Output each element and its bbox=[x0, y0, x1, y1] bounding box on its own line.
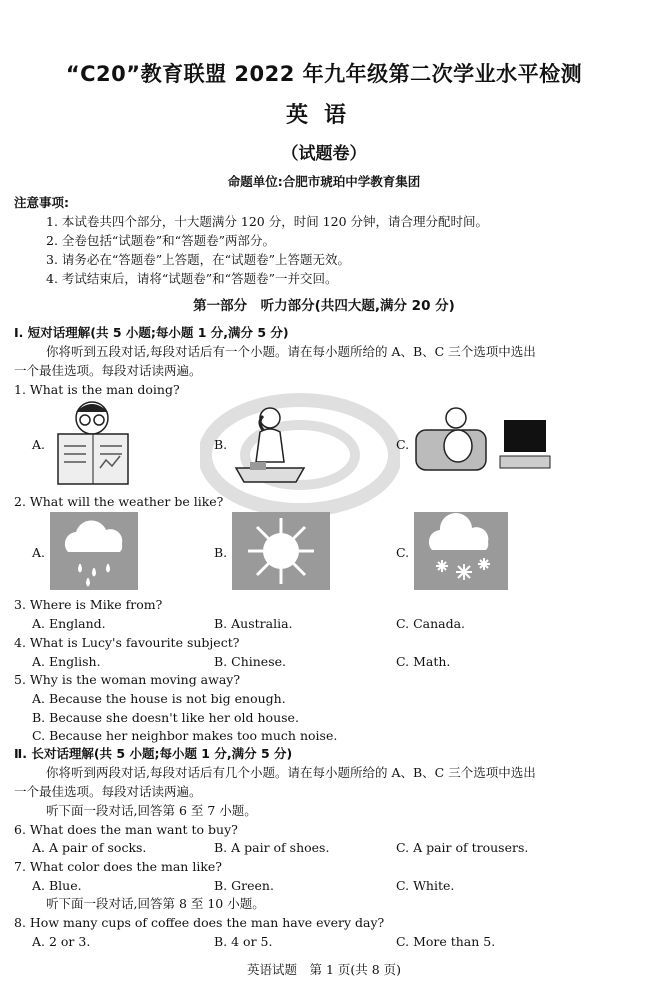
newspaper-reader-icon bbox=[50, 398, 135, 490]
rain-cloud-icon bbox=[50, 512, 138, 590]
question-2: 2. What will the weather be like? bbox=[14, 494, 224, 509]
phone-desk-icon bbox=[230, 402, 310, 486]
question-3: 3. Where is Mike from? bbox=[14, 597, 163, 612]
question-8: 8. How many cups of coffee does the man have every day? bbox=[14, 915, 385, 930]
option-label: C. bbox=[396, 437, 410, 452]
section2-instruction: 你将听到两段对话,每段对话后有几个小题。请在每小题所给的 A、B、C 三个选项中选出 bbox=[46, 765, 536, 780]
option-label: B. bbox=[214, 545, 228, 560]
option-a: A. English. bbox=[32, 654, 101, 669]
dialog-note: 听下面一段对话,回答第 8 至 10 小题。 bbox=[46, 896, 265, 911]
option-a: A. England. bbox=[32, 616, 106, 631]
option-c: C. Because her neighbor makes too much noise. bbox=[32, 728, 338, 743]
option-c: C. White. bbox=[396, 878, 455, 893]
option-a: A. Because the house is not big enough. bbox=[32, 691, 286, 706]
option-b: B. A pair of shoes. bbox=[214, 840, 330, 855]
option-a: A. 2 or 3. bbox=[32, 934, 91, 949]
notice-item: 4. 考试结束后，请将“试题卷”和“答题卷”一并交回。 bbox=[46, 271, 338, 286]
paper-kind: （试题卷） bbox=[281, 144, 367, 164]
option-label: B. bbox=[214, 437, 228, 452]
page-title: “C20”教育联盟 2022 年九年级第二次学业水平检测 bbox=[65, 62, 583, 86]
sofa-tv-icon bbox=[412, 400, 552, 476]
question-7: 7. What color does the man like? bbox=[14, 859, 223, 874]
notice-item: 1. 本试卷共四个部分，十大题满分 120 分，时间 120 分钟，请合理分配时间。 bbox=[46, 214, 489, 229]
notice-heading: 注意事项: bbox=[14, 195, 69, 210]
part1-title: 第一部分 听力部分(共四大题,满分 20 分) bbox=[193, 298, 455, 314]
option-a: A. A pair of socks. bbox=[32, 840, 147, 855]
option-label: C. bbox=[396, 545, 410, 560]
section2-instruction: 一个最佳选项。每段对话读两遍。 bbox=[14, 784, 202, 799]
question-4: 4. What is Lucy's favourite subject? bbox=[14, 635, 240, 650]
dialog-note: 听下面一段对话,回答第 6 至 7 小题。 bbox=[46, 803, 257, 818]
section1-heading: Ⅰ. 短对话理解(共 5 小题;每小题 1 分,满分 5 分) bbox=[14, 325, 289, 340]
question-6: 6. What does the man want to buy? bbox=[14, 822, 238, 837]
notice-item: 3. 请务必在“答题卷”上答题，在“试题卷”上答题无效。 bbox=[46, 252, 350, 267]
page-footer: 英语试题 第 1 页(共 8 页) bbox=[246, 962, 402, 977]
subject-title: 英语 bbox=[285, 102, 362, 128]
author-unit: 命题单位:合肥市琥珀中学教育集团 bbox=[227, 174, 421, 189]
option-b: B. Green. bbox=[214, 878, 274, 893]
section2-heading: Ⅱ. 长对话理解(共 5 小题;每小题 1 分,满分 5 分) bbox=[14, 746, 293, 761]
option-c: C. Canada. bbox=[396, 616, 466, 631]
section1-instruction: 你将听到五段对话,每段对话后有一个小题。请在每小题所给的 A、B、C 三个选项中选出 bbox=[46, 344, 536, 359]
option-c: C. A pair of trousers. bbox=[396, 840, 529, 855]
option-c: C. More than 5. bbox=[396, 934, 496, 949]
option-label: A. bbox=[32, 545, 46, 560]
notice-item: 2. 全卷包括“试题卷”和“答题卷”两部分。 bbox=[46, 233, 275, 248]
snow-cloud-icon bbox=[414, 512, 508, 590]
option-label: A. bbox=[32, 437, 46, 452]
sun-icon bbox=[232, 512, 330, 590]
option-a: A. Blue. bbox=[32, 878, 82, 893]
option-c: C. Math. bbox=[396, 654, 451, 669]
option-b: B. Chinese. bbox=[214, 654, 286, 669]
option-b: B. 4 or 5. bbox=[214, 934, 273, 949]
option-b: B. Australia. bbox=[214, 616, 293, 631]
question-5: 5. Why is the woman moving away? bbox=[14, 672, 241, 687]
option-b: B. Because she doesn't like her old house. bbox=[32, 710, 299, 725]
section1-instruction: 一个最佳选项。每段对话读两遍。 bbox=[14, 363, 202, 378]
question-1: 1. What is the man doing? bbox=[14, 382, 180, 397]
